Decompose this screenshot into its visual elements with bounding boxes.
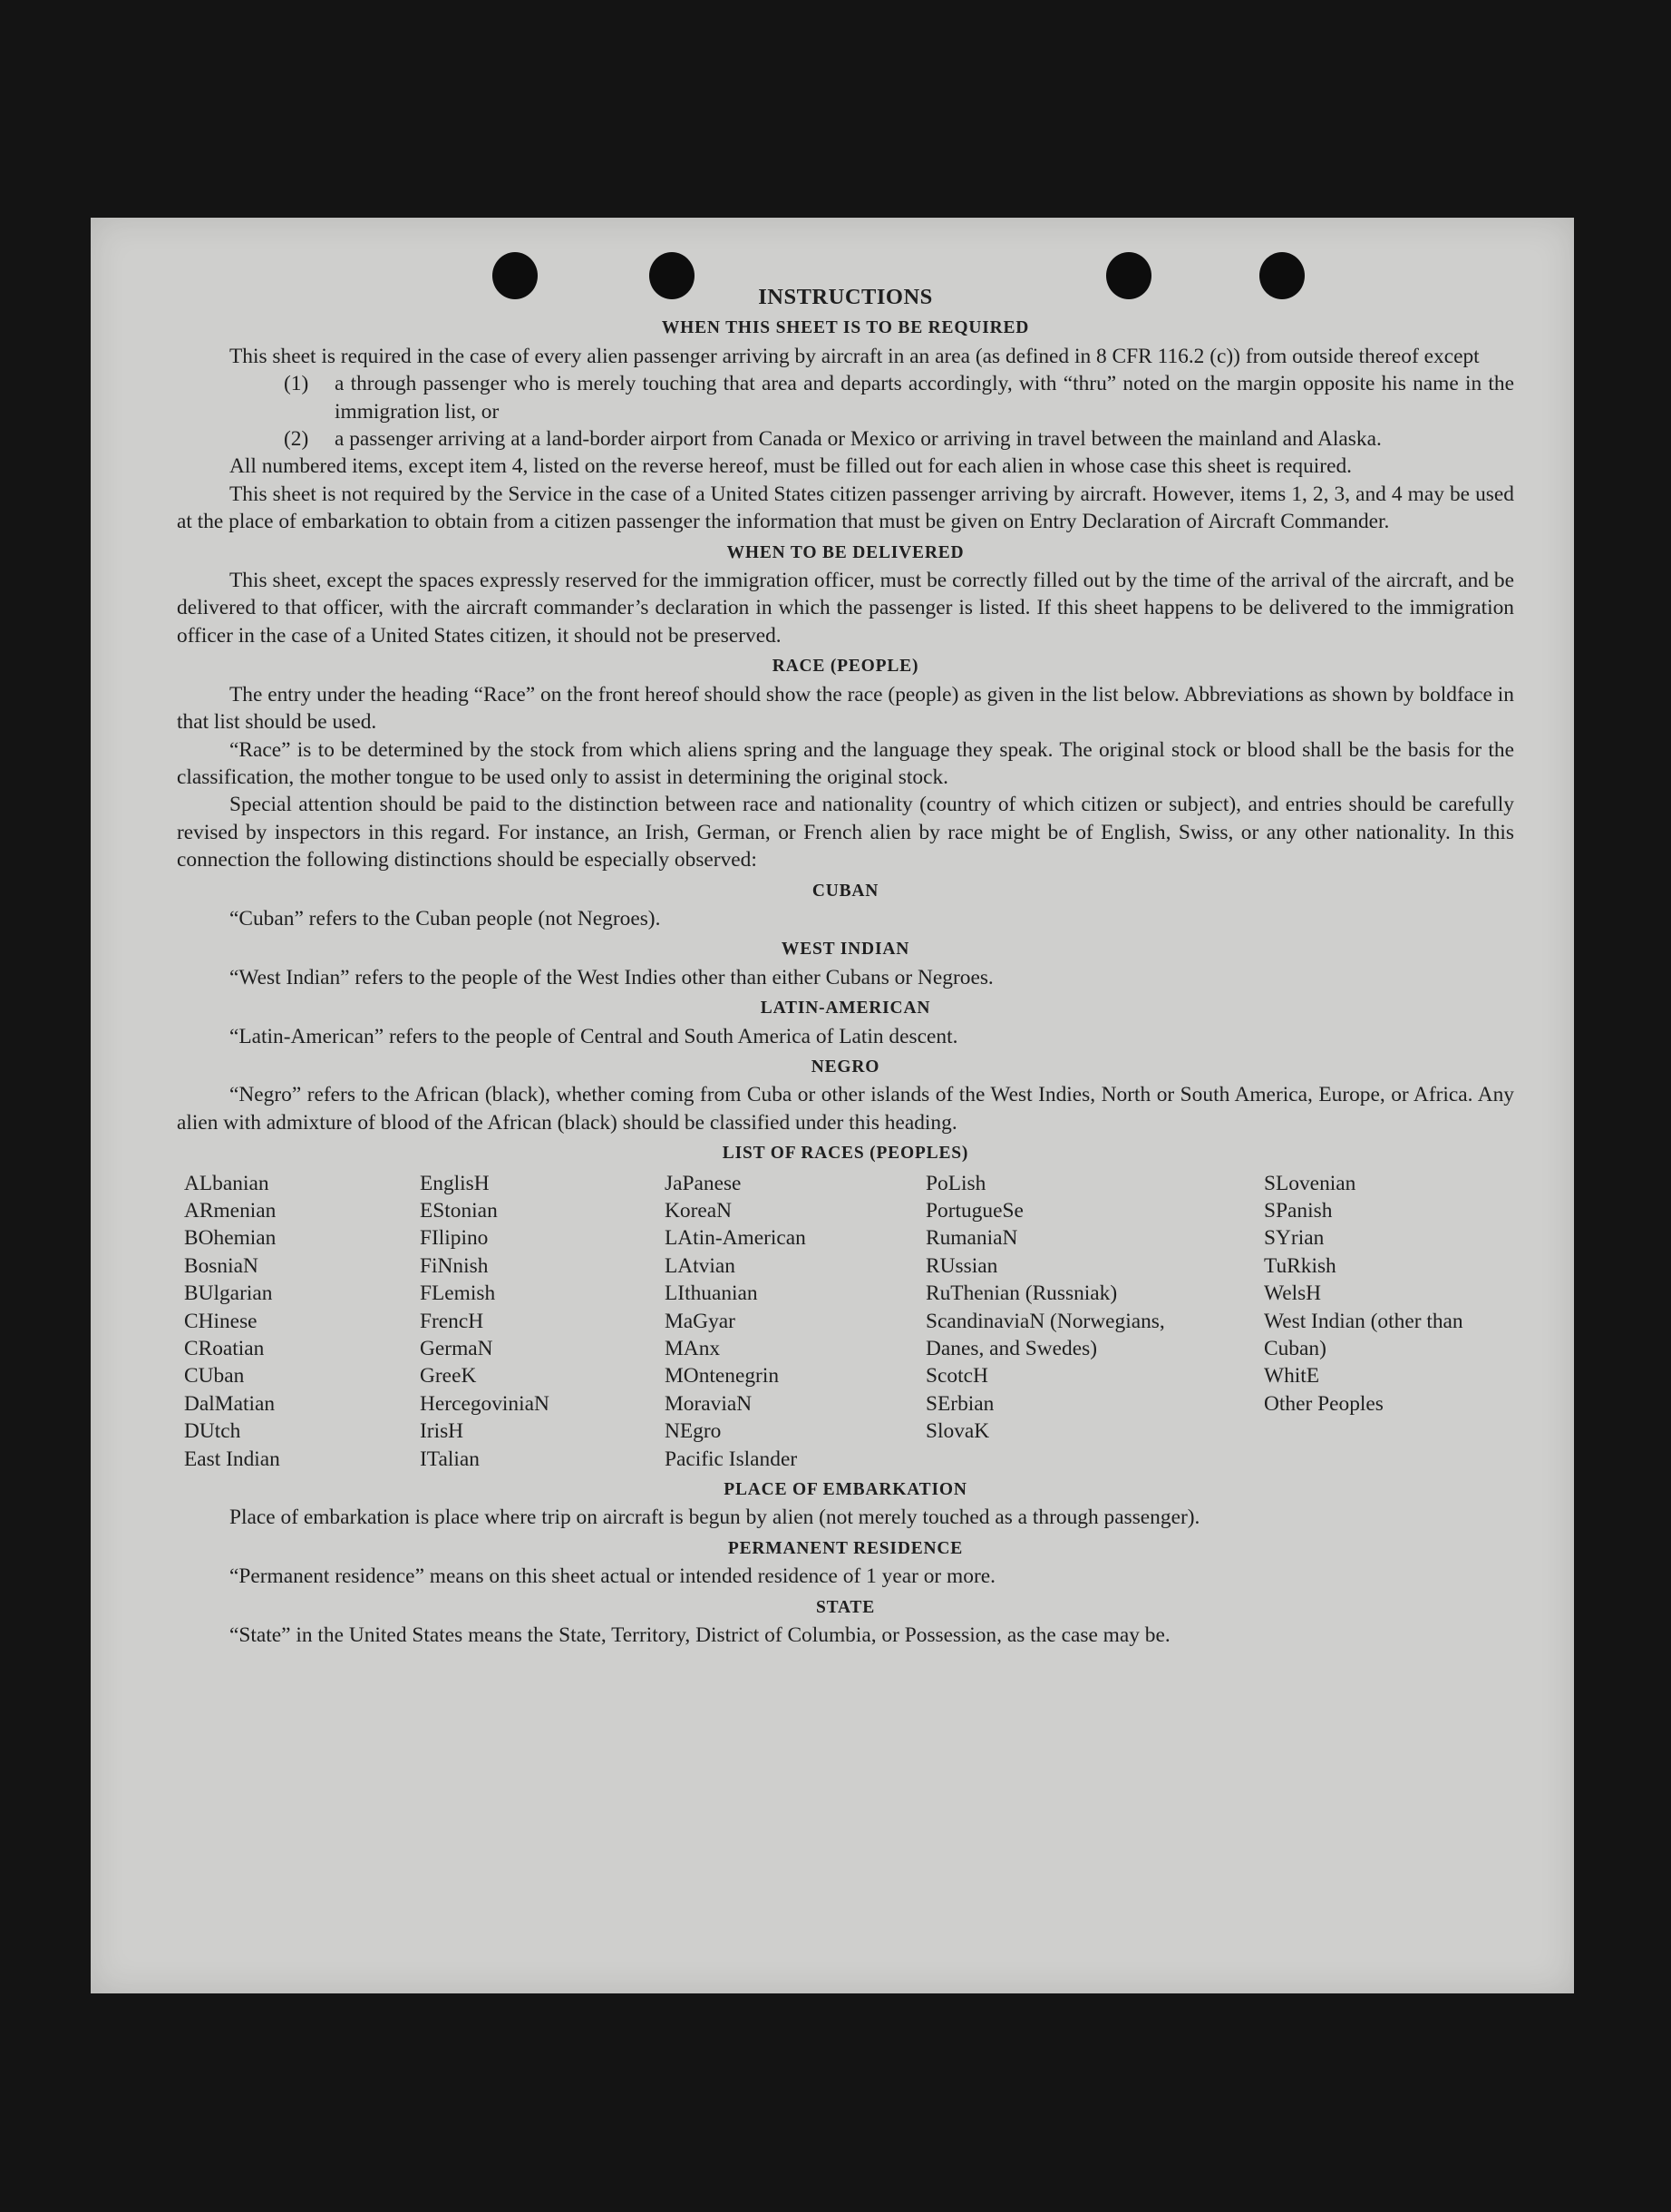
- race-item: TuRkish: [1264, 1253, 1336, 1278]
- page-title: INSTRUCTIONS: [758, 285, 933, 309]
- paragraph: “West Indian” refers to the people of the West Indies other than either Cubans or Negroes.: [229, 965, 994, 989]
- race-item: PoLish: [926, 1171, 986, 1195]
- race-item: LAtin-American: [665, 1226, 806, 1251]
- race-item: FrencH: [420, 1309, 484, 1333]
- section-heading: CUBAN: [811, 881, 879, 901]
- race-item: SlovaK: [926, 1419, 990, 1444]
- race-column: [420, 1170, 665, 1473]
- race-item: BOhemian: [184, 1226, 277, 1251]
- section-heading: PERMANENT RESIDENCE: [727, 1538, 964, 1558]
- paragraph: “Race” is to be determined by the stock from which aliens spring and the language they speak. The original stock or blood shall be the basis for the classification, the mother tongue to be used only to assist in determining the original stock.: [177, 737, 1514, 789]
- item-number: (1): [284, 372, 309, 396]
- section-heading: RACE (PEOPLE): [772, 657, 919, 677]
- race-item: West Indian (other than Cuban): [1264, 1309, 1469, 1361]
- race-item: MOntenegrin: [665, 1364, 780, 1389]
- item-text: a passenger arriving at a land-border airport from Canada or Mexico or arriving in travel between the mainland and Alaska.: [335, 427, 1382, 452]
- section-heading: STATE: [815, 1597, 876, 1617]
- section-heading: WHEN TO BE DELIVERED: [726, 542, 965, 562]
- race-item: EnglisH: [420, 1171, 490, 1195]
- race-item: BosniaN: [184, 1253, 258, 1278]
- list-item: [284, 425, 1514, 453]
- paragraph: All numbered items, except item 4, listed on the reverse hereof, must be filled out for each alien in whose case this sheet is required.: [229, 454, 1353, 479]
- item-text: a through passenger who is merely touching that area and departs accordingly, with “thru” noted on the margin opposite his name in the immigration list, or: [335, 372, 1514, 424]
- race-item: SYrian: [1264, 1226, 1325, 1251]
- race-item: MaGyar: [665, 1309, 735, 1333]
- race-item: SLovenian: [1264, 1171, 1356, 1195]
- race-item: RUssian: [926, 1253, 998, 1278]
- race-item: KoreaN: [665, 1199, 733, 1223]
- section-heading: PLACE OF EMBARKATION: [724, 1480, 967, 1500]
- race-item: ScotcH: [926, 1364, 988, 1389]
- paragraph: This sheet, except the spaces expressly reserved for the immigration officer, must be correctly filled out by the time of the arrival of the aircraft, and be delivered to that officer, with the aircraft commander’s declaration in which the passenger is listed. If this sheet happens to be delivered to the immigration officer in the case of a United States citizen, it should not be preserved.: [177, 569, 1514, 648]
- section-heading: WHEN THIS SHEET IS TO BE REQUIRED: [661, 318, 1030, 338]
- paragraph: “Cuban” refers to the Cuban people (not Negroes).: [229, 906, 661, 931]
- instructions-content: [177, 284, 1514, 1650]
- race-item: DUtch: [184, 1419, 241, 1444]
- race-item: FLemish: [420, 1281, 496, 1306]
- race-item: ALbanian: [184, 1171, 269, 1195]
- paragraph: The entry under the heading “Race” on the front hereof should show the race (people) as given in the list below. Abbreviations as shown by boldface in that list should be used.: [177, 682, 1514, 735]
- item-number: (2): [284, 427, 309, 452]
- race-item: MoraviaN: [665, 1391, 753, 1416]
- paragraph: “Negro” refers to the African (black), whether coming from Cuba or other islands of the West Indies, North or South America, Europe, or Africa. Any alien with admixture of blood of the African (black) should be classified under this heading.: [177, 1083, 1514, 1135]
- paragraph: Special attention should be paid to the distinction between race and nationality (country of which citizen or subject), and entries should be carefully revised by inspectors in this regard. For instance, an Irish, German, or French alien by race might be of English, Swiss, or any other nationality. In this connection the following distinctions should be especially observed:: [177, 793, 1514, 872]
- race-column: [184, 1170, 420, 1473]
- race-item: ITalian: [420, 1447, 480, 1471]
- race-item: FiNnish: [420, 1253, 489, 1278]
- paragraph: This sheet is required in the case of every alien passenger arriving by aircraft in an area (as defined in 8 CFR 116.2 (c)) from outside thereof except: [229, 344, 1480, 368]
- race-item: SErbian: [926, 1391, 995, 1416]
- race-item: IrisH: [420, 1419, 464, 1444]
- race-item: SPanish: [1264, 1199, 1333, 1223]
- race-item: RuThenian (Russniak): [926, 1281, 1118, 1306]
- race-item: FIlipino: [420, 1226, 489, 1251]
- race-item: ARmenian: [184, 1199, 277, 1223]
- paragraph: “Permanent residence” means on this sheet actual or intended residence of 1 year or more.: [229, 1564, 996, 1589]
- race-item: NEgro: [665, 1419, 722, 1444]
- paragraph: Place of embarkation is place where trip on aircraft is begun by alien (not merely touched as a through passenger).: [229, 1506, 1200, 1530]
- document-sheet: [91, 218, 1574, 1993]
- race-item: HercegoviniaN: [420, 1391, 549, 1416]
- race-item: ScandinaviaN (Norwegians, Danes, and Swedes): [926, 1309, 1171, 1361]
- race-item: LAtvian: [665, 1253, 735, 1278]
- race-column: [665, 1170, 926, 1473]
- race-item: PortugueSe: [926, 1199, 1024, 1223]
- section-heading: WEST INDIAN: [781, 940, 910, 960]
- race-item: Other Peoples: [1264, 1391, 1384, 1416]
- race-item: East Indian: [184, 1447, 280, 1471]
- race-column: [926, 1170, 1264, 1473]
- race-item: LIthuanian: [665, 1281, 758, 1306]
- section-heading: LATIN-AMERICAN: [760, 999, 931, 1018]
- race-item: WelsH: [1264, 1281, 1322, 1306]
- race-column: [1264, 1170, 1509, 1473]
- race-item: BUlgarian: [184, 1281, 273, 1306]
- race-item: CRoatian: [184, 1337, 265, 1361]
- race-item: Pacific Islander: [665, 1447, 798, 1471]
- race-item: CUban: [184, 1364, 245, 1389]
- list-item: [284, 370, 1514, 425]
- race-item: CHinese: [184, 1309, 257, 1333]
- paragraph: This sheet is not required by the Service in the case of a United States citizen passenger arriving by aircraft. However, items 1, 2, 3, and 4 may be used at the place of embarkation to obtain from a citizen passenger the information that must be given on Entry Declaration of Aircraft Commander.: [177, 482, 1514, 534]
- race-item: RumaniaN: [926, 1226, 1018, 1251]
- section-heading: NEGRO: [811, 1057, 880, 1077]
- section-heading: LIST OF RACES (PEOPLES): [722, 1144, 969, 1164]
- race-item: GermaN: [420, 1337, 493, 1361]
- race-item: GreeK: [420, 1364, 477, 1389]
- race-item: DalMatian: [184, 1391, 276, 1416]
- race-item: EStonian: [420, 1199, 498, 1223]
- paragraph: “Latin-American” refers to the people of Central and South America of Latin descent.: [229, 1024, 958, 1048]
- race-item: WhitE: [1264, 1364, 1320, 1389]
- race-item: MAnx: [665, 1337, 721, 1361]
- paragraph: “State” in the United States means the State, Territory, District of Columbia, or Possession, as the case may be.: [229, 1623, 1171, 1648]
- race-item: JaPanese: [665, 1171, 742, 1195]
- race-list: [184, 1170, 1514, 1473]
